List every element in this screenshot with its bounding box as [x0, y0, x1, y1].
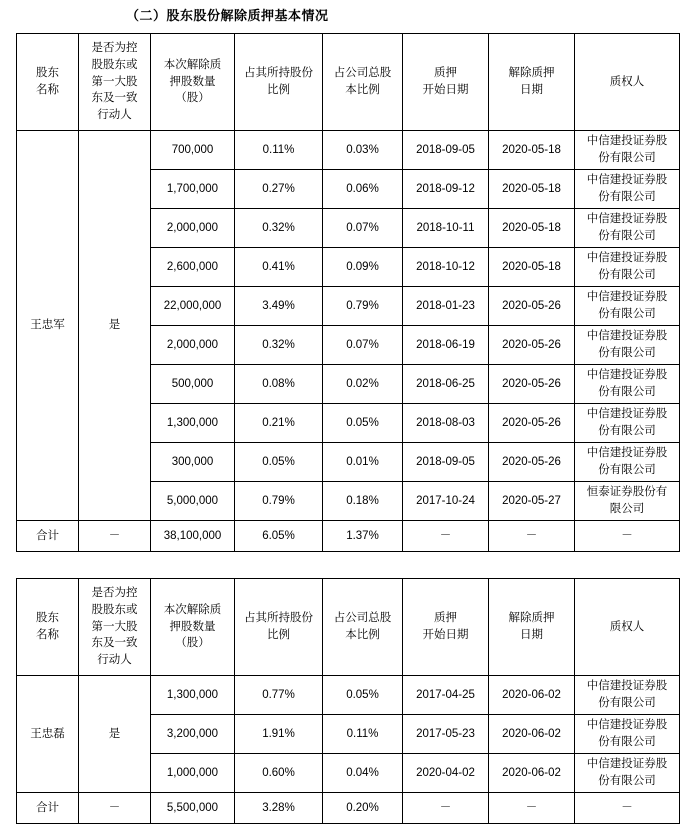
- release-date-cell: 2020-05-26: [489, 404, 575, 443]
- ratio-held-cell: 0.08%: [235, 365, 323, 404]
- ratio-total-cell: 0.07%: [323, 326, 403, 365]
- start-date-cell: 2020-04-02: [403, 754, 489, 793]
- col-header-shareholder-name: 股东 名称: [17, 34, 79, 131]
- release-date-cell: 2020-05-18: [489, 209, 575, 248]
- table-total-row: [17, 793, 680, 824]
- quantity-cell: 1,700,000: [151, 170, 235, 209]
- total-release-date-cell: －: [489, 521, 575, 552]
- quantity-cell: 2,000,000: [151, 209, 235, 248]
- start-date-cell: 2018-10-12: [403, 248, 489, 287]
- col-header-start-date: 质押 开始日期: [403, 579, 489, 676]
- start-date-cell: 2017-04-25: [403, 676, 489, 715]
- start-date-cell: 2017-10-24: [403, 482, 489, 521]
- ratio-total-cell: 0.05%: [323, 404, 403, 443]
- pledgee-cell: 中信建投证券股 份有限公司: [575, 170, 680, 209]
- pledgee-cell: 中信建投证券股 份有限公司: [575, 326, 680, 365]
- start-date-cell: 2018-08-03: [403, 404, 489, 443]
- release-date-cell: 2020-05-18: [489, 248, 575, 287]
- col-header-quantity: 本次解除质 押股数量 （股）: [151, 579, 235, 676]
- start-date-cell: 2018-10-11: [403, 209, 489, 248]
- pledge-release-table-2: [16, 578, 680, 824]
- col-header-release-date: 解除质押 日期: [489, 579, 575, 676]
- total-pledgee-cell: －: [575, 793, 680, 824]
- col-header-ratio-total: 占公司总股 本比例: [323, 579, 403, 676]
- pledge-release-table-1: [16, 33, 680, 552]
- ratio-held-cell: 0.27%: [235, 170, 323, 209]
- ratio-total-cell: 0.03%: [323, 131, 403, 170]
- total-start-date-cell: －: [403, 521, 489, 552]
- total-label-cell: 合计: [17, 521, 79, 552]
- release-date-cell: 2020-05-26: [489, 365, 575, 404]
- ratio-total-cell: 0.01%: [323, 443, 403, 482]
- pledgee-cell: 恒泰证券股份有 限公司: [575, 482, 680, 521]
- ratio-held-cell: 3.49%: [235, 287, 323, 326]
- total-ratio-total-cell: 1.37%: [323, 521, 403, 552]
- document-page: [0, 5, 695, 830]
- quantity-cell: 22,000,000: [151, 287, 235, 326]
- quantity-cell: 3,200,000: [151, 715, 235, 754]
- total-release-date-cell: －: [489, 793, 575, 824]
- start-date-cell: 2018-09-05: [403, 131, 489, 170]
- quantity-cell: 5,000,000: [151, 482, 235, 521]
- col-header-quantity: 本次解除质 押股数量 （股）: [151, 34, 235, 131]
- total-start-date-cell: －: [403, 793, 489, 824]
- col-header-ratio-held: 占其所持股份 比例: [235, 579, 323, 676]
- release-date-cell: 2020-06-02: [489, 676, 575, 715]
- total-is-controller-cell: －: [79, 793, 151, 824]
- is-controller-cell: 是: [79, 131, 151, 521]
- pledgee-cell: 中信建投证券股 份有限公司: [575, 443, 680, 482]
- release-date-cell: 2020-06-02: [489, 715, 575, 754]
- ratio-held-cell: 0.79%: [235, 482, 323, 521]
- release-date-cell: 2020-05-18: [489, 170, 575, 209]
- table-header: [17, 34, 680, 131]
- ratio-total-cell: 0.09%: [323, 248, 403, 287]
- table-header: [17, 579, 680, 676]
- col-header-is-controller: 是否为控 股股东或 第一大股 东及一致 行动人: [79, 579, 151, 676]
- release-date-cell: 2020-05-26: [489, 326, 575, 365]
- ratio-held-cell: 0.32%: [235, 326, 323, 365]
- quantity-cell: 1,300,000: [151, 676, 235, 715]
- ratio-total-cell: 0.07%: [323, 209, 403, 248]
- pledgee-cell: 中信建投证券股 份有限公司: [575, 715, 680, 754]
- release-date-cell: 2020-06-02: [489, 754, 575, 793]
- col-header-release-date: 解除质押 日期: [489, 34, 575, 131]
- total-ratio-held-cell: 6.05%: [235, 521, 323, 552]
- col-header-pledgee: 质权人: [575, 579, 680, 676]
- page-title: （二）股东股份解除质押基本情况: [126, 8, 329, 23]
- ratio-held-cell: 0.05%: [235, 443, 323, 482]
- start-date-cell: 2018-09-05: [403, 443, 489, 482]
- ratio-held-cell: 0.60%: [235, 754, 323, 793]
- quantity-cell: 700,000: [151, 131, 235, 170]
- ratio-total-cell: 0.18%: [323, 482, 403, 521]
- table-header-row: [17, 579, 680, 676]
- pledgee-cell: 中信建投证券股 份有限公司: [575, 287, 680, 326]
- table-header-row: [17, 34, 680, 131]
- start-date-cell: 2017-05-23: [403, 715, 489, 754]
- ratio-total-cell: 0.79%: [323, 287, 403, 326]
- total-quantity-cell: 38,100,000: [151, 521, 235, 552]
- table-body-1: [17, 131, 680, 552]
- total-is-controller-cell: －: [79, 521, 151, 552]
- table-row: [17, 131, 680, 170]
- total-label-cell: 合计: [17, 793, 79, 824]
- table-gap-divider: [16, 552, 679, 578]
- start-date-cell: 2018-09-12: [403, 170, 489, 209]
- table-total-row: [17, 521, 680, 552]
- ratio-held-cell: 0.21%: [235, 404, 323, 443]
- start-date-cell: 2018-01-23: [403, 287, 489, 326]
- table-row: [17, 676, 680, 715]
- col-header-start-date: 质押 开始日期: [403, 34, 489, 131]
- ratio-total-cell: 0.06%: [323, 170, 403, 209]
- quantity-cell: 2,000,000: [151, 326, 235, 365]
- col-header-ratio-held: 占其所持股份 比例: [235, 34, 323, 131]
- ratio-total-cell: 0.11%: [323, 715, 403, 754]
- col-header-is-controller: 是否为控 股股东或 第一大股 东及一致 行动人: [79, 34, 151, 131]
- table-body-2: [17, 676, 680, 824]
- quantity-cell: 1,300,000: [151, 404, 235, 443]
- quantity-cell: 500,000: [151, 365, 235, 404]
- ratio-held-cell: 0.11%: [235, 131, 323, 170]
- shareholder-name-cell: 王忠军: [17, 131, 79, 521]
- ratio-held-cell: 0.77%: [235, 676, 323, 715]
- is-controller-cell: 是: [79, 676, 151, 793]
- ratio-held-cell: 0.41%: [235, 248, 323, 287]
- total-ratio-total-cell: 0.20%: [323, 793, 403, 824]
- pledgee-cell: 中信建投证券股 份有限公司: [575, 365, 680, 404]
- ratio-total-cell: 0.02%: [323, 365, 403, 404]
- quantity-cell: 2,600,000: [151, 248, 235, 287]
- total-pledgee-cell: －: [575, 521, 680, 552]
- total-quantity-cell: 5,500,000: [151, 793, 235, 824]
- start-date-cell: 2018-06-25: [403, 365, 489, 404]
- col-header-pledgee: 质权人: [575, 34, 680, 131]
- pledgee-cell: 中信建投证券股 份有限公司: [575, 404, 680, 443]
- pledgee-cell: 中信建投证券股 份有限公司: [575, 676, 680, 715]
- col-header-ratio-total: 占公司总股 本比例: [323, 34, 403, 131]
- ratio-total-cell: 0.05%: [323, 676, 403, 715]
- total-ratio-held-cell: 3.28%: [235, 793, 323, 824]
- ratio-total-cell: 0.04%: [323, 754, 403, 793]
- shareholder-name-cell: 王忠磊: [17, 676, 79, 793]
- col-header-shareholder-name: 股东 名称: [17, 579, 79, 676]
- pledgee-cell: 中信建投证券股 份有限公司: [575, 248, 680, 287]
- release-date-cell: 2020-05-26: [489, 443, 575, 482]
- release-date-cell: 2020-05-26: [489, 287, 575, 326]
- release-date-cell: 2020-05-27: [489, 482, 575, 521]
- start-date-cell: 2018-06-19: [403, 326, 489, 365]
- quantity-cell: 300,000: [151, 443, 235, 482]
- ratio-held-cell: 1.91%: [235, 715, 323, 754]
- ratio-held-cell: 0.32%: [235, 209, 323, 248]
- quantity-cell: 1,000,000: [151, 754, 235, 793]
- pledgee-cell: 中信建投证券股 份有限公司: [575, 131, 680, 170]
- release-date-cell: 2020-05-18: [489, 131, 575, 170]
- pledgee-cell: 中信建投证券股 份有限公司: [575, 209, 680, 248]
- pledgee-cell: 中信建投证券股 份有限公司: [575, 754, 680, 793]
